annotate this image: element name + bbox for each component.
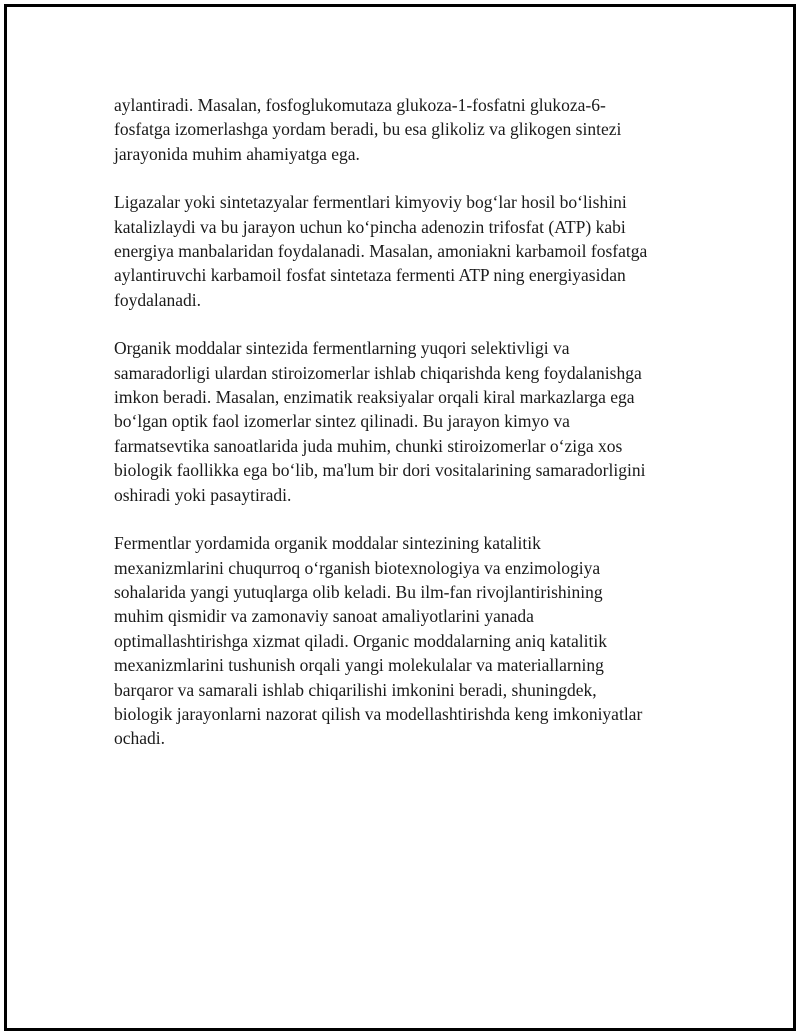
text-line: katalizlaydi va bu jarayon uchun ko‘pincha adenozin trifosfat (ATP) kabi	[114, 216, 626, 237]
text-line: Organik moddalar sintezida fermentlarning yuqori selektivligi va	[114, 338, 570, 359]
text-line: bo‘lgan optik faol izomerlar sintez qilinadi. Bu jarayon kimyo va	[114, 411, 570, 432]
text-line: imkon beradi. Masalan, enzimatik reaksiyalar orqali kiral markazlarga ega	[114, 387, 635, 408]
text-line: fosfatga izomerlashga yordam beradi, bu esa glikoliz va glikogen sintezi	[114, 119, 622, 140]
text-line: samaradorligi ulardan stiroizomerlar ishlab chiqarishda keng foydalanishga	[114, 362, 642, 383]
text-line: Fermentlar yordamida organik moddalar sintezining katalitik	[114, 533, 541, 554]
text-line: sohalarida yangi yutuqlarga olib keladi. Bu ilm-fan rivojlantirishining	[114, 581, 603, 602]
text-line: foydalanadi.	[114, 289, 201, 310]
text-line: Ligazalar yoki sintetazyalar fermentlari kimyoviy bog‘lar hosil bo‘lishini	[114, 192, 627, 213]
text-line: ochadi.	[114, 728, 166, 749]
text-line: biologik jarayonlarni nazorat qilish va modellashtirishda keng imkoniyatlar	[114, 703, 643, 724]
text-line: aylantiruvchi karbamoil fosfat sintetaza fermenti ATP ning energiyasidan	[114, 265, 626, 286]
text-line: muhim qismidir va zamonaviy sanoat amaliyotlarini yanada	[114, 606, 534, 627]
document-body	[114, 93, 704, 775]
text-line: farmatsevtika sanoatlarida juda muhim, chunki stiroizomerlar o‘ziga xos	[114, 435, 623, 456]
text-line: barqaror va samarali ishlab chiqarilishi imkonini beradi, shuningdek,	[114, 679, 597, 700]
paragraph-4	[114, 531, 704, 751]
text-line: oshiradi yoki pasaytiradi.	[114, 484, 292, 505]
text-line: jarayonida muhim ahamiyatga ega.	[114, 143, 360, 164]
text-line: biologik faollikka ega bo‘lib, ma'lum bir dori vositalarining samaradorligini	[114, 460, 646, 481]
text-line: optimallashtirishga xizmat qiladi. Organic moddalarning aniq katalitik	[114, 630, 607, 651]
paragraph-2	[114, 190, 704, 312]
text-line: mexanizmlarini tushunish orqali yangi molekulalar va materiallarning	[114, 655, 604, 676]
paragraph-1	[114, 93, 704, 166]
text-line: aylantiradi. Masalan, fosfoglukomutaza glukoza-1-fosfatni glukoza-6-	[114, 95, 606, 115]
text-line: energiya manbalaridan foydalanadi. Masalan, amoniakni karbamoil fosfatga	[114, 241, 648, 262]
paragraph-3	[114, 336, 704, 507]
text-line: mexanizmlarini chuqurroq o‘rganish biotexnologiya va enzimologiya	[114, 557, 601, 578]
